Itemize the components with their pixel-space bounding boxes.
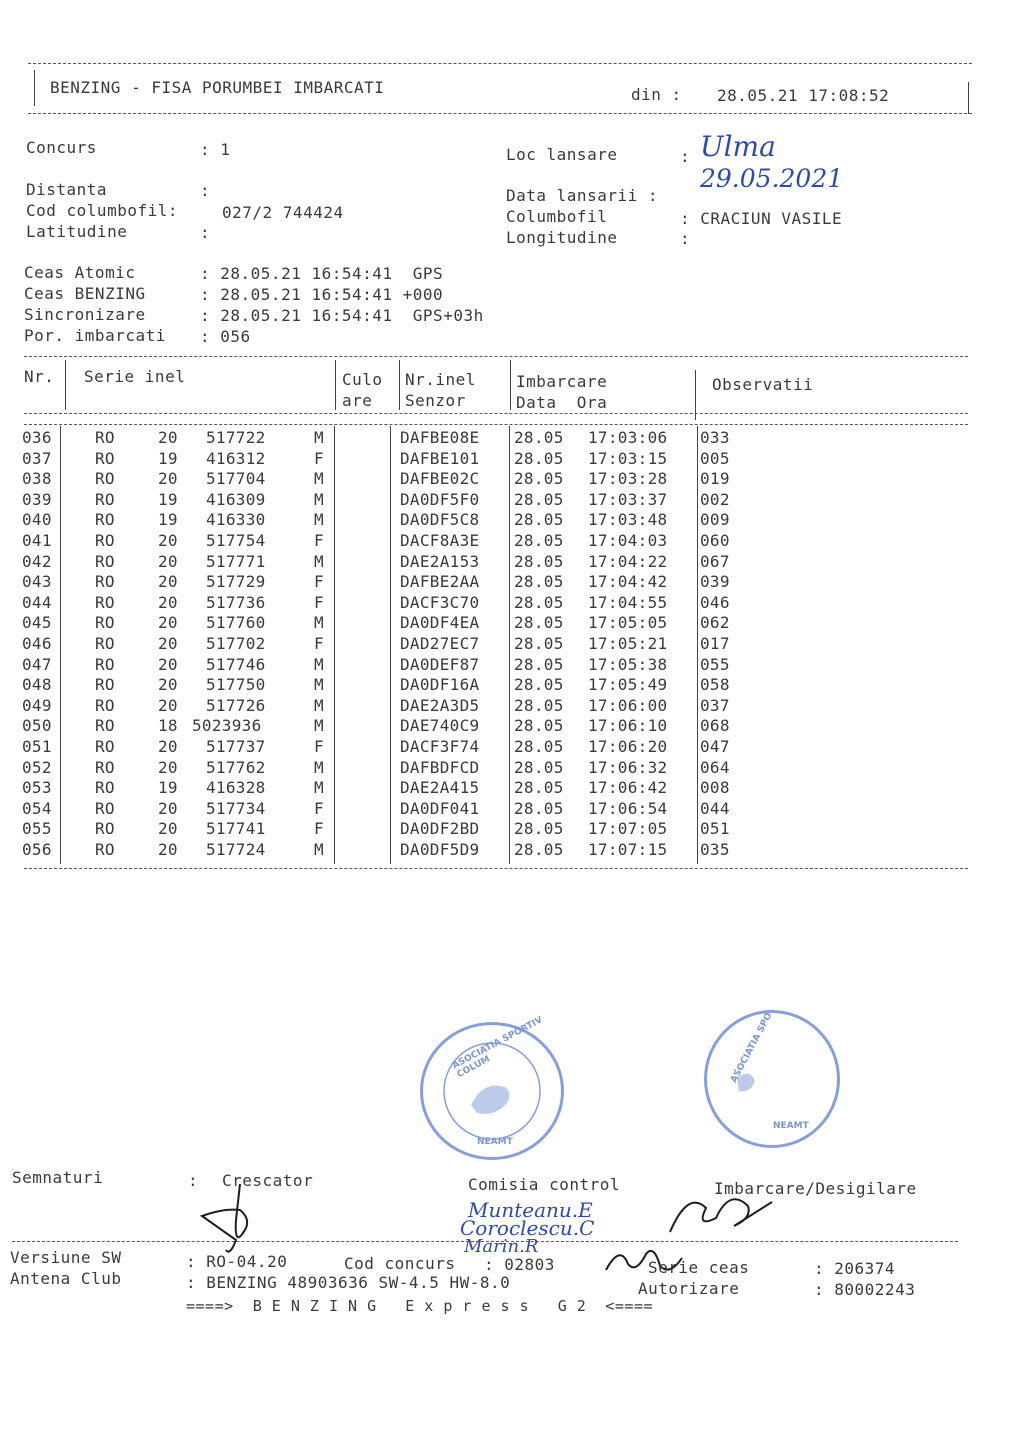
clock-label: Ceas BENZING (24, 284, 156, 303)
cell-tara: RO (95, 778, 115, 798)
cell-sex: M (314, 510, 324, 530)
table-row (0, 552, 1024, 573)
table-row (0, 799, 1024, 820)
cell-data: 28.05 (514, 592, 564, 612)
club-stamp-right (704, 1010, 840, 1148)
cell-tara: RO (95, 654, 115, 674)
serie-ceas-label: Serie ceas (648, 1258, 750, 1277)
cell-sex: M (314, 757, 324, 777)
concurs-value: : 1 (200, 140, 231, 159)
cell-nr: 042 (22, 551, 52, 571)
cell-tara: RO (95, 613, 115, 633)
cell-data: 28.05 (514, 613, 564, 633)
cell-tara: RO (95, 634, 115, 653)
cod-columbofil-value: 027/2 744424 (222, 203, 344, 222)
table-header-divider-2 (24, 424, 968, 425)
cell-sex: M (314, 695, 324, 715)
header-col-sep-5 (695, 370, 696, 420)
cell-data: 28.05 (514, 489, 564, 509)
table-row (0, 716, 1024, 737)
table-row (0, 510, 1024, 531)
cell-ora: 17:04:03 (588, 531, 668, 550)
cell-ora: 17:03:28 (588, 469, 668, 489)
control-signature (660, 1182, 780, 1242)
cell-nr: 054 (22, 798, 52, 818)
cell-observatii: 044 (700, 798, 730, 818)
cell-senzor: DACF3F74 (400, 737, 480, 756)
antena-club-label: Antena Club (10, 1269, 122, 1288)
cell-observatii: 058 (700, 675, 730, 695)
autorizare-value: : 80002243 (814, 1280, 916, 1299)
cell-nr: 036 (22, 428, 52, 447)
header-col-sep-1 (65, 360, 66, 410)
cell-inel: 517746 (206, 654, 266, 674)
cell-sex: M (314, 654, 324, 674)
cell-senzor: DA0DF16A (400, 675, 480, 695)
cell-nr: 039 (22, 489, 52, 509)
table-bottom-border (24, 868, 968, 869)
col-header-nr: Nr. (24, 367, 55, 386)
versiune-sw-label: Versiune SW (10, 1248, 122, 1267)
semnaturi-label: Semnaturi (12, 1168, 104, 1187)
cell-observatii: 051 (700, 819, 730, 839)
cell-an: 20 (158, 654, 178, 674)
cell-an: 20 (158, 757, 178, 777)
cell-nr: 038 (22, 469, 52, 489)
semnaturi-colon: : (188, 1171, 199, 1190)
cell-observatii: 068 (700, 716, 730, 736)
cell-nr: 044 (22, 592, 52, 612)
cell-senzor: DA0DF041 (400, 798, 480, 818)
cell-inel: 517750 (206, 675, 266, 695)
cell-inel: 416330 (206, 510, 266, 530)
cell-sex: M (314, 840, 324, 859)
table-row (0, 469, 1024, 490)
table-row (0, 593, 1024, 614)
cell-data: 28.05 (514, 428, 564, 447)
loc-lansare-label: Loc lansare (506, 145, 618, 164)
cell-senzor: DAFBE2AA (400, 572, 480, 592)
cell-observatii: 060 (700, 531, 730, 550)
col-header-imbarcare-1: Imbarcare (516, 372, 608, 391)
cell-inel: 517729 (206, 572, 266, 592)
crescator-label: Crescator (222, 1171, 314, 1190)
cell-sex: M (314, 469, 324, 489)
cell-observatii: 067 (700, 551, 730, 571)
table-row (0, 490, 1024, 511)
cell-ora: 17:07:05 (588, 819, 668, 839)
cell-sex: F (314, 572, 324, 592)
cell-tara: RO (95, 428, 115, 447)
versiune-sw-value: : RO-04.20 (186, 1252, 288, 1271)
cell-ora: 17:05:49 (588, 675, 668, 695)
cell-observatii: 062 (700, 613, 730, 633)
cell-observatii: 047 (700, 737, 730, 756)
cell-an: 20 (158, 840, 178, 859)
cell-ora: 17:06:00 (588, 695, 668, 715)
cell-inel: 517737 (206, 737, 266, 756)
clock-value: : 28.05.21 16:54:41 GPS+03h (200, 306, 484, 325)
cell-an: 20 (158, 695, 178, 715)
cell-data: 28.05 (514, 737, 564, 756)
cell-ora: 17:03:06 (588, 428, 668, 447)
cell-ora: 17:06:42 (588, 778, 668, 798)
cell-senzor: DA0DF5C8 (400, 510, 480, 530)
cell-tara: RO (95, 840, 115, 859)
cell-nr: 040 (22, 510, 52, 530)
imbarcare-desigilare-label: Imbarcare/Desigilare (714, 1179, 917, 1198)
cell-tara: RO (95, 798, 115, 818)
cell-senzor: DAE2A153 (400, 551, 480, 571)
cell-sex: F (314, 448, 324, 468)
cell-nr: 056 (22, 840, 52, 859)
handwritten-name-2: Coroclescu.C (460, 1216, 595, 1240)
cell-inel: 517702 (206, 634, 266, 653)
table-top-border (24, 356, 968, 357)
cell-ora: 17:03:15 (588, 448, 668, 468)
cell-observatii: 033 (700, 428, 730, 447)
table-row (0, 572, 1024, 593)
cell-data: 28.05 (514, 634, 564, 653)
cell-observatii: 019 (700, 469, 730, 489)
table-row (0, 696, 1024, 717)
table-row (0, 758, 1024, 779)
cell-an: 20 (158, 592, 178, 612)
header-top-border (28, 63, 972, 64)
cell-nr: 041 (22, 531, 52, 550)
header-left-border (34, 70, 35, 106)
cell-inel: 416309 (206, 489, 266, 509)
cell-nr: 048 (22, 675, 52, 695)
col-header-observatii: Observatii (712, 375, 814, 394)
stamp-right-bottom-text: NEAMT (773, 1121, 809, 1131)
cell-senzor: DA0DEF87 (400, 654, 480, 674)
cell-an: 20 (158, 613, 178, 633)
col-header-nrinel-2: Senzor (405, 391, 466, 410)
col-header-imbarcare-2: Data Ora (516, 393, 608, 412)
cell-an: 20 (158, 551, 178, 571)
cell-sex: F (314, 531, 324, 550)
cell-sex: M (314, 613, 324, 633)
latitudine-label: Latitudine (26, 222, 128, 241)
cell-observatii: 017 (700, 634, 730, 653)
table-row (0, 655, 1024, 676)
cell-tara: RO (95, 489, 115, 509)
cell-nr: 047 (22, 654, 52, 674)
stamp-right-top-text: ASOCIATIA SPO (729, 1011, 775, 1085)
table-row (0, 531, 1024, 552)
cell-sex: M (314, 716, 324, 736)
cell-tara: RO (95, 448, 115, 468)
columbofil-value: : CRACIUN VASILE (680, 209, 843, 228)
cell-tara: RO (95, 695, 115, 715)
cell-senzor: DA0DF4EA (400, 613, 480, 633)
cell-ora: 17:03:37 (588, 489, 668, 509)
clock-label: Ceas Atomic (24, 263, 156, 282)
cell-sex: M (314, 489, 324, 509)
cell-an: 19 (158, 448, 178, 468)
cell-senzor: DAFBE08E (400, 428, 480, 447)
table-row (0, 613, 1024, 634)
cell-tara: RO (95, 531, 115, 550)
cell-observatii: 008 (700, 778, 730, 798)
cell-an: 20 (158, 798, 178, 818)
cell-tara: RO (95, 819, 115, 839)
cell-inel: 416312 (206, 448, 266, 468)
crescator-signature (196, 1180, 266, 1260)
cell-ora: 17:07:15 (588, 840, 668, 859)
columbofil-label: Columbofil (506, 207, 608, 226)
cell-observatii: 009 (700, 510, 730, 530)
cell-ora: 17:04:55 (588, 592, 668, 612)
cell-sex: F (314, 592, 324, 612)
data-lansarii-handwritten: 29.05.2021 (700, 164, 844, 193)
cell-senzor: DAE740C9 (400, 716, 480, 736)
cell-an: 20 (158, 428, 178, 447)
cell-observatii: 005 (700, 448, 730, 468)
cell-inel: 517722 (206, 428, 266, 447)
cell-inel: 416328 (206, 778, 266, 798)
cell-senzor: DAFBE101 (400, 448, 480, 468)
table-row (0, 428, 1024, 449)
cod-concurs-value: : 02803 (484, 1255, 555, 1274)
cell-inel: 517726 (206, 695, 266, 715)
cell-data: 28.05 (514, 757, 564, 777)
footer-top-border (12, 1241, 958, 1242)
cell-sex: M (314, 428, 324, 447)
cell-senzor: DACF3C70 (400, 592, 480, 612)
data-lansarii-label: Data lansarii : (506, 186, 658, 205)
cell-data: 28.05 (514, 819, 564, 839)
comisia-control-label: Comisia control (468, 1175, 620, 1194)
cell-nr: 050 (22, 716, 52, 736)
clock-label: Sincronizare (24, 305, 156, 324)
cell-inel: 517741 (206, 819, 266, 839)
cell-data: 28.05 (514, 531, 564, 550)
table-row (0, 634, 1024, 655)
cell-an: 19 (158, 510, 178, 530)
cell-senzor: DAE2A415 (400, 778, 480, 798)
antena-club-value: : BENZING 48903636 SW-4.5 HW-8.0 (186, 1273, 511, 1292)
cell-observatii: 037 (700, 695, 730, 715)
handwritten-name-1: Munteanu.E (468, 1198, 593, 1222)
cell-an: 20 (158, 531, 178, 550)
cell-an: 20 (158, 819, 178, 839)
concurs-label: Concurs (26, 138, 97, 157)
cell-ora: 17:06:32 (588, 757, 668, 777)
header-col-sep-4 (510, 360, 511, 410)
cell-tara: RO (95, 510, 115, 530)
cell-ora: 17:05:05 (588, 613, 668, 633)
cell-nr: 037 (22, 448, 52, 468)
cell-senzor: DA0DF5D9 (400, 840, 480, 859)
cell-senzor: DAD27EC7 (400, 634, 480, 653)
clock-value: : 28.05.21 16:54:41 +000 (200, 285, 444, 304)
latitudine-value: : (200, 223, 211, 242)
cell-inel: 517724 (206, 840, 266, 859)
cell-an: 20 (158, 572, 178, 592)
cell-sex: F (314, 798, 324, 818)
cell-tara: RO (95, 737, 115, 756)
cell-ora: 17:04:22 (588, 551, 668, 571)
table-row (0, 449, 1024, 470)
cell-data: 28.05 (514, 654, 564, 674)
serie-ceas-value: : 206374 (814, 1259, 896, 1278)
cell-data: 28.05 (514, 798, 564, 818)
cell-nr: 051 (22, 737, 52, 756)
longitudine-value: : (680, 229, 691, 248)
cell-an: 20 (158, 737, 178, 756)
cell-sex: F (314, 819, 324, 839)
cell-sex: M (314, 551, 324, 571)
header-bottom-border (28, 113, 972, 114)
cell-ora: 17:06:10 (588, 716, 668, 736)
cell-inel: 517704 (206, 469, 266, 489)
table-header-divider (24, 413, 968, 414)
cell-data: 28.05 (514, 716, 564, 736)
cell-nr: 045 (22, 613, 52, 633)
longitudine-label: Longitudine (506, 228, 618, 247)
loc-lansare-handwritten: Ulma (700, 130, 776, 163)
cell-an: 20 (158, 634, 178, 653)
cell-data: 28.05 (514, 572, 564, 592)
col-header-serie: Serie inel (84, 367, 186, 386)
table-row (0, 819, 1024, 840)
cell-inel: 517771 (206, 551, 266, 571)
cell-data: 28.05 (514, 695, 564, 715)
cell-data: 28.05 (514, 675, 564, 695)
cell-inel: 5023936 (192, 716, 262, 736)
cell-data: 28.05 (514, 469, 564, 489)
cell-data: 28.05 (514, 778, 564, 798)
cod-concurs-label: Cod concurs (344, 1254, 456, 1273)
table-row (0, 675, 1024, 696)
table-row (0, 778, 1024, 799)
cell-tara: RO (95, 551, 115, 571)
distanta-value: : (200, 181, 211, 200)
cell-ora: 17:04:42 (588, 572, 668, 592)
print-date-label: din : (631, 85, 682, 104)
cod-columbofil-label: Cod columbofil: (26, 201, 178, 220)
header-right-border (968, 82, 969, 114)
table-row (0, 840, 1024, 861)
cell-sex: M (314, 778, 324, 798)
col-header-nrinel-1: Nr.inel (405, 370, 476, 389)
cell-ora: 17:05:38 (588, 654, 668, 674)
cell-ora: 17:05:21 (588, 634, 668, 653)
cell-observatii: 035 (700, 840, 730, 859)
club-stamp-left (420, 1015, 564, 1160)
cell-nr: 055 (22, 819, 52, 839)
cell-nr: 049 (22, 695, 52, 715)
cell-data: 28.05 (514, 510, 564, 530)
cell-inel: 517760 (206, 613, 266, 633)
cell-tara: RO (95, 675, 115, 695)
cell-an: 19 (158, 489, 178, 509)
cell-ora: 17:06:54 (588, 798, 668, 818)
cell-senzor: DA0DF2BD (400, 819, 480, 839)
stamp-left-top-text: ASOCIATIA SPORTIV COLUM (450, 1015, 545, 1081)
cell-inel: 517762 (206, 757, 266, 777)
cell-tara: RO (95, 469, 115, 489)
cell-data: 28.05 (514, 840, 564, 859)
handwritten-name-3: Marin.R (464, 1236, 539, 1257)
distanta-label: Distanta (26, 180, 108, 199)
cell-senzor: DAE2A3D5 (400, 695, 480, 715)
cell-senzor: DAFBE02C (400, 469, 480, 489)
cell-an: 20 (158, 675, 178, 695)
col-header-culoare-2: are (342, 391, 373, 410)
col-header-culoare-1: Culo (342, 370, 383, 389)
benzing-banner: ====> B E N Z I N G E x p r e s s G 2 <==== (186, 1297, 654, 1315)
cell-ora: 17:06:20 (588, 737, 668, 756)
cell-an: 18 (158, 716, 178, 736)
clock-value: : 28.05.21 16:54:41 GPS (200, 264, 444, 283)
document-title: BENZING - FISA PORUMBEI IMBARCATI (50, 78, 385, 97)
autorizare-label: Autorizare (638, 1279, 740, 1298)
cell-sex: F (314, 634, 324, 653)
clock-value: : 056 (200, 327, 251, 346)
header-col-sep-2 (335, 360, 336, 410)
cell-data: 28.05 (514, 551, 564, 571)
print-date-value: 28.05.21 17:08:52 (717, 86, 890, 105)
bird-icon-2 (707, 1013, 837, 1145)
header-col-sep-3 (399, 360, 400, 410)
table-row (0, 737, 1024, 758)
clock-label: Por. imbarcati (24, 326, 166, 345)
cell-tara: RO (95, 572, 115, 592)
loc-lansare-colon: : (680, 147, 691, 166)
cell-inel: 517736 (206, 592, 266, 612)
cell-an: 20 (158, 469, 178, 489)
cell-nr: 046 (22, 634, 52, 653)
cell-observatii: 046 (700, 592, 730, 612)
cell-nr: 052 (22, 757, 52, 777)
cell-senzor: DACF8A3E (400, 531, 480, 550)
cell-tara: RO (95, 716, 115, 736)
cell-nr: 053 (22, 778, 52, 798)
cell-inel: 517754 (206, 531, 266, 550)
cell-tara: RO (95, 757, 115, 777)
cell-tara: RO (95, 592, 115, 612)
cell-sex: M (314, 675, 324, 695)
stamp-left-bottom-text: NEAMT (477, 1137, 513, 1147)
cell-senzor: DA0DF5F0 (400, 489, 480, 509)
cell-observatii: 064 (700, 757, 730, 777)
cell-nr: 043 (22, 572, 52, 592)
cell-sex: F (314, 737, 324, 756)
cell-inel: 517734 (206, 798, 266, 818)
cell-ora: 17:03:48 (588, 510, 668, 530)
cell-an: 19 (158, 778, 178, 798)
cell-senzor: DAFBDFCD (400, 757, 480, 777)
cell-observatii: 039 (700, 572, 730, 592)
cell-observatii: 002 (700, 489, 730, 509)
cell-observatii: 055 (700, 654, 730, 674)
cell-data: 28.05 (514, 448, 564, 468)
